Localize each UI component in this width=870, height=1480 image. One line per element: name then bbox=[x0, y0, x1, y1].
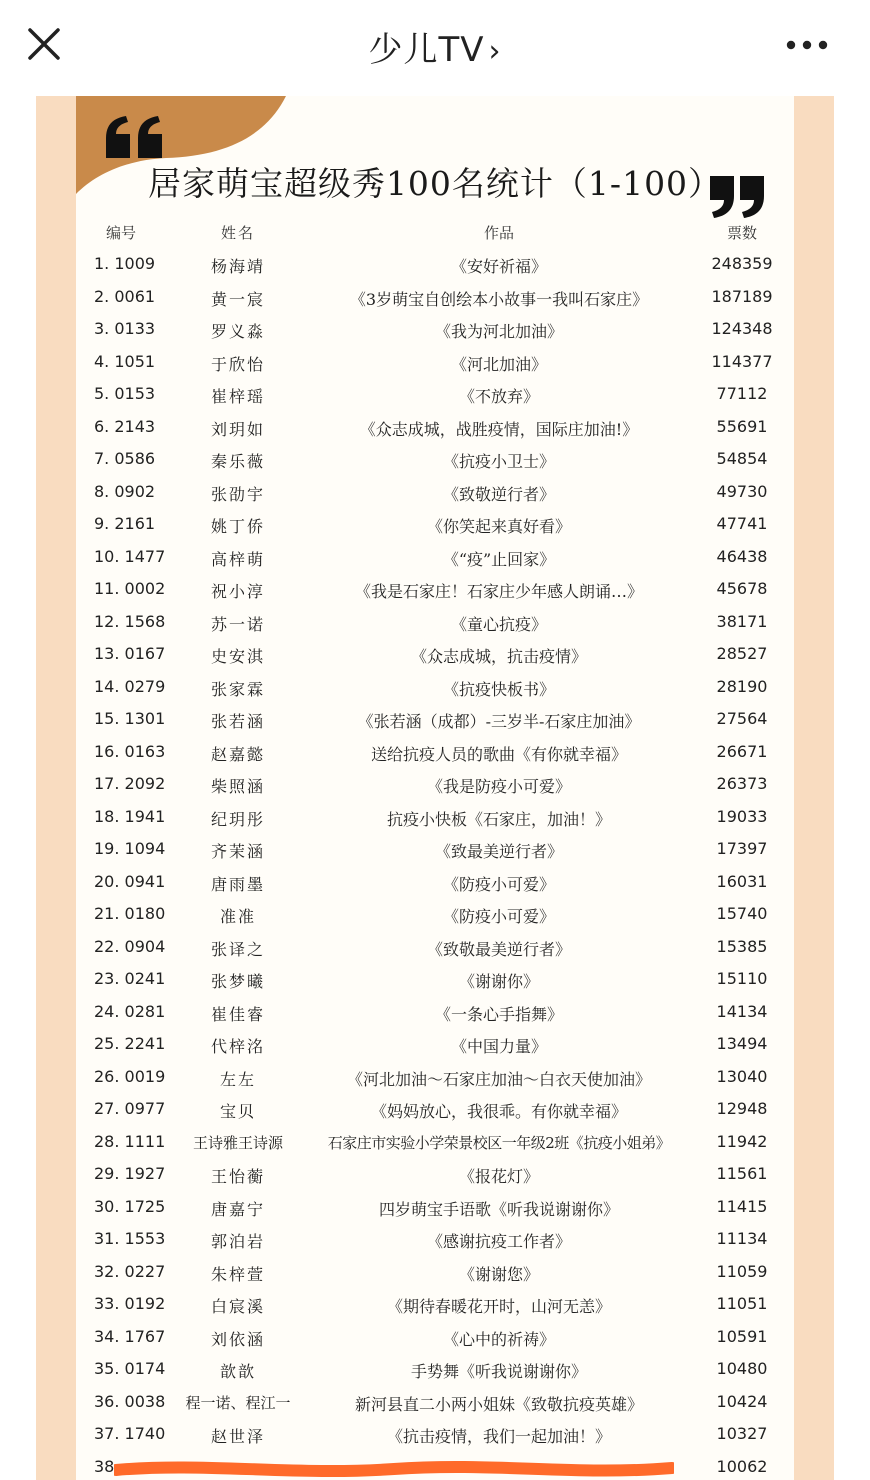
table-row bbox=[76, 1294, 794, 1326]
row-name: 准准 bbox=[219, 907, 256, 926]
row-number: 14. 0279 bbox=[94, 676, 166, 696]
row-votes: 28527 bbox=[716, 644, 768, 663]
row-work: 新河县直二小两小姐妹《致敬抗疫英雄》 bbox=[354, 1394, 643, 1414]
row-name: 王诗雅王诗源 bbox=[192, 1133, 283, 1152]
chevron-right-icon: › bbox=[488, 34, 502, 69]
row-number: 24. 0281 bbox=[94, 1001, 166, 1021]
row-number: 17. 2092 bbox=[94, 774, 166, 793]
row-votes: 15385 bbox=[716, 936, 768, 956]
row-number: 3. 0133 bbox=[94, 319, 156, 338]
row-work: 《你笑起来真好看》 bbox=[426, 517, 571, 536]
row-name: 张家霖 bbox=[210, 679, 265, 699]
poster bbox=[76, 96, 794, 1480]
row-votes: 38171 bbox=[716, 611, 768, 631]
table-row bbox=[76, 1099, 794, 1131]
row-work: 《一条心手指舞》 bbox=[434, 1004, 563, 1024]
row-votes: 10424 bbox=[716, 1391, 768, 1411]
row-votes: 26373 bbox=[716, 774, 768, 793]
row-work: 《众志成城，抗击疫情》 bbox=[410, 647, 587, 666]
row-number: 37. 1740 bbox=[94, 1424, 166, 1443]
table-row bbox=[76, 774, 794, 806]
row-name: 郭泊岩 bbox=[210, 1232, 265, 1251]
row-number: 33. 0192 bbox=[94, 1294, 166, 1313]
row-work: 《众志成城，战胜疫情，国际庄加油!》 bbox=[359, 419, 639, 439]
header-name: 姓名 bbox=[220, 224, 255, 242]
row-name: 高梓萌 bbox=[210, 549, 265, 569]
row-votes: 77112 bbox=[716, 384, 768, 403]
row-name: 黄一宸 bbox=[210, 289, 265, 309]
row-votes: 10062 bbox=[716, 1456, 768, 1476]
table-row bbox=[76, 1262, 794, 1294]
row-votes: 28190 bbox=[716, 676, 768, 696]
row-number: 38. bbox=[94, 1456, 120, 1476]
table-row bbox=[76, 547, 794, 579]
row-votes: 13040 bbox=[716, 1066, 768, 1086]
row-work: 《期待春暖花开时，山河无恙》 bbox=[386, 1297, 611, 1316]
row-votes: 11561 bbox=[716, 1164, 768, 1183]
row-votes: 17397 bbox=[716, 839, 768, 858]
row-number: 12. 1568 bbox=[94, 611, 166, 631]
row-number: 8. 0902 bbox=[94, 481, 156, 501]
row-work: 《河北加油》 bbox=[450, 354, 547, 374]
table-row bbox=[76, 1067, 794, 1099]
table-row bbox=[76, 384, 794, 416]
table-row bbox=[76, 612, 794, 644]
row-work: 手势舞《听我说谢谢你》 bbox=[410, 1362, 587, 1381]
row-work: 石家庄市实验小学荣景校区一年级2班《抗疫小姐弟》 bbox=[327, 1133, 671, 1152]
account-title-link[interactable] bbox=[0, 22, 870, 71]
row-number: 10. 1477 bbox=[94, 546, 166, 566]
row-number: 34. 1767 bbox=[94, 1326, 166, 1346]
row-name: 张劭宇 bbox=[210, 484, 265, 504]
row-work: 《“疫”止回家》 bbox=[442, 549, 556, 569]
row-name: 赵嘉懿 bbox=[210, 744, 265, 764]
row-votes: 27564 bbox=[716, 709, 768, 728]
table-row bbox=[76, 904, 794, 936]
row-number: 32. 0227 bbox=[94, 1261, 166, 1281]
row-work: 《我是防疫小可爱》 bbox=[426, 777, 571, 796]
table-row bbox=[76, 482, 794, 514]
row-votes: 46438 bbox=[716, 546, 768, 566]
row-votes: 11134 bbox=[716, 1229, 768, 1248]
row-work: 《防疫小可爱》 bbox=[442, 907, 555, 926]
table-row bbox=[76, 417, 794, 449]
row-name: 张梦曦 bbox=[210, 972, 265, 991]
row-name: 崔佳睿 bbox=[210, 1004, 265, 1024]
row-name: 唐嘉宁 bbox=[210, 1199, 265, 1219]
row-number: 20. 0941 bbox=[94, 871, 166, 891]
row-number: 6. 2143 bbox=[94, 416, 156, 436]
row-work: 《妈妈放心，我很乖。有你就幸福》 bbox=[370, 1102, 627, 1121]
row-name: 歆歆 bbox=[219, 1362, 256, 1381]
row-name: 齐茉涵 bbox=[210, 842, 265, 861]
row-number: 26. 0019 bbox=[94, 1066, 166, 1086]
row-votes: 19033 bbox=[716, 806, 768, 826]
table-row bbox=[76, 1197, 794, 1229]
row-work: 《抗疫小卫士》 bbox=[442, 452, 555, 471]
row-votes: 45678 bbox=[716, 579, 768, 598]
row-work: 《谢谢您》 bbox=[458, 1264, 539, 1284]
row-votes: 248359 bbox=[711, 254, 773, 273]
row-votes: 124348 bbox=[711, 319, 773, 338]
more-icon[interactable] bbox=[784, 32, 830, 58]
row-votes: 10327 bbox=[716, 1424, 768, 1443]
row-number: 30. 1725 bbox=[94, 1196, 166, 1216]
row-name: 代梓洺 bbox=[210, 1037, 265, 1056]
table-row bbox=[76, 319, 794, 351]
row-work: 《心中的祈祷》 bbox=[442, 1329, 555, 1349]
row-work: 《抗疫快板书》 bbox=[442, 679, 555, 699]
row-votes: 114377 bbox=[711, 351, 773, 371]
table-row bbox=[76, 1359, 794, 1391]
row-name: 刘玥如 bbox=[210, 419, 265, 439]
table-row bbox=[76, 969, 794, 1001]
row-work: 抗疫小快板《石家庄，加油！》 bbox=[386, 809, 611, 829]
row-name: 史安淇 bbox=[210, 647, 265, 666]
row-work: 《不放弃》 bbox=[458, 387, 539, 406]
table-row bbox=[76, 352, 794, 384]
row-votes: 16031 bbox=[716, 871, 768, 891]
row-votes: 11059 bbox=[716, 1261, 768, 1281]
row-number: 5. 0153 bbox=[94, 384, 156, 403]
header-votes: 票数 bbox=[726, 224, 757, 242]
row-work: 《张若涵（成都）-三岁半-石家庄加油》 bbox=[357, 712, 641, 731]
row-work: 《抗击疫情，我们一起加油！》 bbox=[386, 1427, 611, 1446]
table-row bbox=[76, 677, 794, 709]
redaction-scribble bbox=[114, 1460, 674, 1480]
row-work: 《我为河北加油》 bbox=[434, 322, 563, 341]
table-row bbox=[76, 1002, 794, 1034]
row-work: 《致最美逆行者》 bbox=[434, 842, 563, 861]
row-votes: 11051 bbox=[716, 1294, 768, 1313]
row-number: 7. 0586 bbox=[94, 449, 156, 468]
table-row bbox=[76, 742, 794, 774]
top-navigation-bar bbox=[0, 0, 870, 97]
row-work: 《河北加油～石家庄加油～白衣天使加油》 bbox=[346, 1069, 651, 1089]
row-name: 白宸溪 bbox=[210, 1297, 265, 1316]
row-votes: 11415 bbox=[716, 1196, 768, 1216]
row-number: 23. 0241 bbox=[94, 969, 166, 988]
row-name: 秦乐薇 bbox=[210, 452, 265, 471]
row-name: 朱梓萱 bbox=[210, 1264, 265, 1284]
open-quote-icon bbox=[104, 114, 168, 162]
row-number: 16. 0163 bbox=[94, 741, 166, 761]
row-name: 王怡蘅 bbox=[210, 1167, 265, 1186]
header-work: 作品 bbox=[483, 224, 514, 242]
row-number: 25. 2241 bbox=[94, 1034, 166, 1053]
row-number: 15. 1301 bbox=[94, 709, 166, 728]
table-row bbox=[76, 1164, 794, 1196]
row-name: 崔梓瑶 bbox=[210, 387, 265, 406]
table-row bbox=[76, 1424, 794, 1456]
row-number: 2. 0061 bbox=[94, 286, 156, 306]
row-votes: 47741 bbox=[716, 514, 768, 533]
row-votes: 15110 bbox=[716, 969, 768, 988]
row-votes: 55691 bbox=[716, 416, 768, 436]
table-row bbox=[76, 937, 794, 969]
row-number: 28. 1111 bbox=[94, 1131, 166, 1151]
row-number: 35. 0174 bbox=[94, 1359, 166, 1378]
row-votes: 49730 bbox=[716, 481, 768, 501]
article-image bbox=[0, 96, 870, 1480]
table-row bbox=[76, 644, 794, 676]
row-work: 《谢谢你》 bbox=[458, 972, 539, 991]
row-number: 9. 2161 bbox=[94, 514, 156, 533]
table-row bbox=[76, 872, 794, 904]
table-row bbox=[76, 1229, 794, 1261]
table-row bbox=[76, 287, 794, 319]
row-work: 《致敬最美逆行者》 bbox=[426, 939, 571, 959]
row-name: 赵世泽 bbox=[210, 1427, 265, 1446]
row-votes: 14134 bbox=[716, 1001, 768, 1021]
row-votes: 12948 bbox=[716, 1099, 768, 1118]
row-name: 柴照涵 bbox=[210, 777, 265, 796]
row-name: 纪玥彤 bbox=[210, 809, 265, 829]
row-work: 《致敬逆行者》 bbox=[442, 484, 555, 504]
row-name: 左左 bbox=[219, 1069, 256, 1089]
row-name: 张译之 bbox=[210, 939, 265, 959]
row-work: 《中国力量》 bbox=[450, 1037, 547, 1056]
table-row bbox=[76, 709, 794, 741]
row-name: 苏一诺 bbox=[210, 614, 265, 634]
row-number: 22. 0904 bbox=[94, 936, 166, 956]
account-title: 少儿TV bbox=[368, 30, 485, 70]
row-votes: 15740 bbox=[716, 904, 768, 923]
table-row bbox=[76, 579, 794, 611]
row-name: 刘依涵 bbox=[210, 1329, 265, 1349]
table-row bbox=[76, 254, 794, 286]
row-votes: 187189 bbox=[711, 286, 773, 306]
row-votes: 10591 bbox=[716, 1326, 768, 1346]
row-number: 19. 1094 bbox=[94, 839, 166, 858]
row-name: 张若涵 bbox=[210, 712, 265, 731]
row-number: 21. 0180 bbox=[94, 904, 166, 923]
row-number: 27. 0977 bbox=[94, 1099, 166, 1118]
table-row bbox=[76, 807, 794, 839]
table-row bbox=[76, 1327, 794, 1359]
table-row bbox=[76, 1392, 794, 1424]
row-number: 18. 1941 bbox=[94, 806, 166, 826]
table-row bbox=[76, 839, 794, 871]
row-name: 宝贝 bbox=[219, 1102, 256, 1121]
row-votes: 54854 bbox=[716, 449, 768, 468]
row-votes: 13494 bbox=[716, 1034, 768, 1053]
row-name: 罗义淼 bbox=[210, 322, 265, 341]
row-name: 于欣怡 bbox=[210, 354, 265, 374]
row-name: 杨海靖 bbox=[210, 257, 265, 276]
row-work: 《报花灯》 bbox=[458, 1167, 539, 1186]
row-number: 4. 1051 bbox=[94, 351, 156, 371]
row-number: 1. 1009 bbox=[94, 254, 156, 273]
row-number: 13. 0167 bbox=[94, 644, 166, 663]
row-work: 送给抗疫人员的歌曲《有你就幸福》 bbox=[370, 744, 627, 764]
row-number: 29. 1927 bbox=[94, 1164, 166, 1183]
row-work: 《感谢抗疫工作者》 bbox=[426, 1232, 571, 1251]
table-header bbox=[76, 222, 794, 254]
row-name: 唐雨墨 bbox=[210, 874, 265, 894]
row-work: 《防疫小可爱》 bbox=[442, 874, 555, 894]
row-number: 11. 0002 bbox=[94, 579, 166, 598]
row-work: 《安好祈福》 bbox=[450, 257, 547, 276]
row-work: 《童心抗疫》 bbox=[450, 614, 547, 634]
row-work: 四岁萌宝手语歌《听我说谢谢你》 bbox=[378, 1199, 619, 1219]
table-row bbox=[76, 1132, 794, 1164]
row-name: 姚丁侨 bbox=[210, 517, 265, 536]
row-number: 36. 0038 bbox=[94, 1391, 166, 1411]
row-name: 祝小淳 bbox=[210, 582, 265, 601]
table-row bbox=[76, 1034, 794, 1066]
row-votes: 11942 bbox=[716, 1131, 768, 1151]
table-row bbox=[76, 514, 794, 546]
row-work: 《3岁萌宝自创绘本小故事一我叫石家庄》 bbox=[349, 289, 649, 309]
row-votes: 10480 bbox=[716, 1359, 768, 1378]
row-votes: 26671 bbox=[716, 741, 768, 761]
poster-title: 居家萌宝超级秀100名统计（1-100） bbox=[147, 164, 723, 203]
table-row bbox=[76, 449, 794, 481]
row-work: 《我是石家庄！石家庄少年感人朗诵…》 bbox=[354, 582, 643, 601]
header-number: 编号 bbox=[106, 224, 137, 242]
row-name: 程一诺、程江一 bbox=[185, 1393, 291, 1412]
row-number: 31. 1553 bbox=[94, 1229, 166, 1248]
